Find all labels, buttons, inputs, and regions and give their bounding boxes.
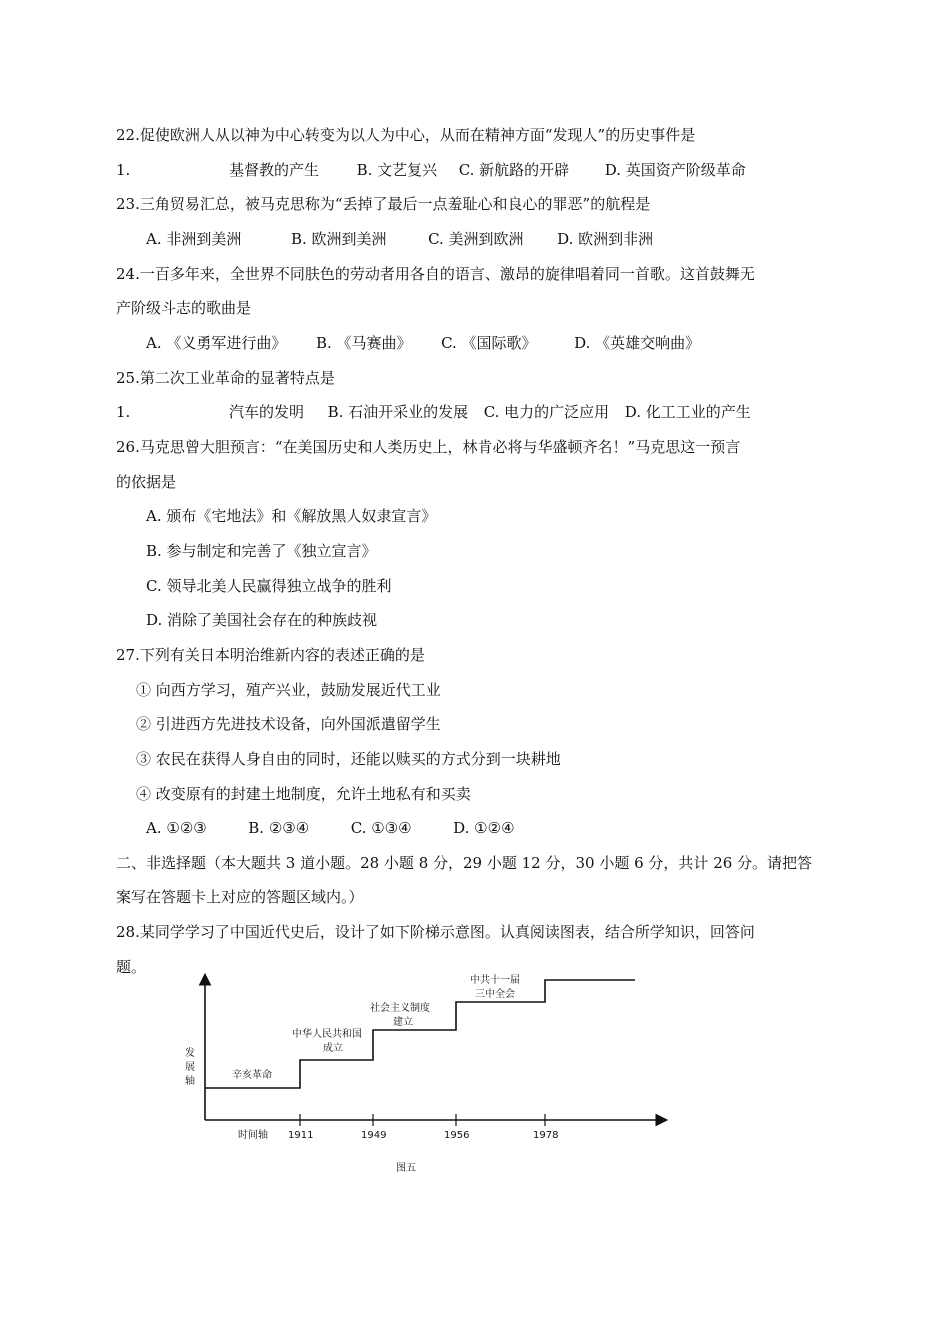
year-1949: 1949	[361, 1130, 387, 1141]
year-1911: 1911	[288, 1130, 314, 1141]
y-axis-label-char-2: 展	[185, 1062, 195, 1073]
q22-options	[116, 160, 130, 180]
q27-option-a: A. ①②③	[146, 819, 207, 837]
q25-option-b: B. 石油开采业的发展	[327, 403, 469, 421]
q27-stem: 27.下列有关日本明治维新内容的表述正确的是	[116, 646, 425, 664]
q24-stem-line2: 产阶级斗志的歌曲是	[116, 299, 252, 317]
q28-stem-line2: 题。	[116, 958, 147, 976]
q22-option-b: B. 文艺复兴	[356, 161, 438, 179]
q26-option-d: D. 消除了美国社会存在的种族歧视	[146, 611, 378, 629]
q22-option-c: C. 新航路的开辟	[458, 161, 570, 179]
y-axis-label-char-1: 发	[185, 1048, 195, 1059]
q25-option-row	[229, 402, 751, 422]
x-axis-label: 时间轴	[238, 1130, 268, 1141]
q27-option-b: B. ②③④	[248, 819, 310, 837]
q26-stem-line1: 26.马克思曾大胆预言：“在美国历史和人类历史上，林肯必将与华盛顿齐名！”马克思这一预言	[116, 438, 741, 456]
step-label-prc-line1: 中华人民共和国	[292, 1029, 362, 1040]
q27-item-1: ① 向西方学习，殖产兴业，鼓励发展近代工业	[136, 681, 441, 699]
q22-number: 1.	[116, 161, 131, 179]
q24-option-b: B. 《马赛曲》	[315, 334, 412, 352]
q24-option-row	[146, 333, 700, 353]
q23-stem: 23.三角贸易汇总，被马克思称为“丢掉了最后一点羞耻心和良心的罪恶”的航程是	[116, 195, 651, 213]
q25-stem: 25.第二次工业革命的显著特点是	[116, 369, 335, 387]
q22-option-row	[229, 160, 746, 180]
y-axis-label-char-3: 轴	[185, 1076, 195, 1087]
staircase-svg	[180, 968, 680, 1178]
q26-option-c: C. 领导北美人民赢得独立战争的胜利	[146, 577, 392, 595]
q27-option-row	[146, 818, 515, 838]
step-label-prc-line2: 成立	[323, 1043, 343, 1054]
q22-stem: 22.促使欧洲人从以神为中心转变为以人为中心，从而在精神方面“发现人”的历史事件是	[116, 126, 696, 144]
q26-stem-line2: 的依据是	[116, 473, 177, 491]
q25-option-d: D. 化工工业的产生	[624, 403, 751, 421]
q27-item-4: ④ 改变原有的封建土地制度，允许土地私有和买卖	[136, 785, 471, 803]
staircase-diagram	[180, 968, 680, 1178]
step-label-socialism-line2: 建立	[393, 1017, 413, 1028]
step-label-xinhai: 辛亥革命	[232, 1070, 272, 1081]
step-label-socialism-line1: 社会主义制度	[370, 1003, 430, 1014]
figure-caption: 图五	[396, 1163, 416, 1174]
step-label-plenum-line1: 中共十一届	[470, 975, 520, 986]
year-1978: 1978	[533, 1130, 559, 1141]
q22-option-d: D. 英国资产阶级革命	[604, 161, 746, 179]
q27-option-c: C. ①③④	[350, 819, 412, 837]
q28-stem-line1: 28.某同学学习了中国近代史后，设计了如下阶梯示意图。认真阅读图表，结合所学知识，回答问	[116, 923, 755, 941]
q22-option-a: 基督教的产生	[229, 161, 320, 179]
section2-line1: 二、非选择题（本大题共 3 道小题。28 小题 8 分，29 小题 12 分，30 小题 6 分，共计 26 分。请把答	[116, 854, 813, 872]
q23-option-b: B. 欧洲到美洲	[290, 230, 387, 248]
q26-option-a: A. 颁布《宅地法》和《解放黑人奴隶宣言》	[146, 507, 437, 525]
q23-option-row	[146, 229, 653, 249]
q25-option-c: C. 电力的广泛应用	[483, 403, 610, 421]
q24-stem-line1: 24.一百多年来，全世界不同肤色的劳动者用各自的语言、激昂的旋律唱着同一首歌。这首鼓舞无	[116, 265, 755, 283]
q23-option-c: C. 美洲到欧洲	[428, 230, 524, 248]
q25-number: 1.	[116, 403, 131, 421]
step-label-plenum-line2: 三中全会	[475, 989, 515, 1000]
q27-item-2: ② 引进西方先进技术设备，向外国派遣留学生	[136, 715, 441, 733]
section2-line2: 案写在答题卡上对应的答题区域内。）	[116, 888, 364, 906]
q25-option-a: 汽车的发明	[229, 403, 305, 421]
year-1956: 1956	[444, 1130, 470, 1141]
q27-item-3: ③ 农民在获得人身自由的同时，还能以赎买的方式分到一块耕地	[136, 750, 561, 768]
q26-option-b: B. 参与制定和完善了《独立宣言》	[146, 542, 377, 560]
q24-option-d: D. 《英雄交响曲》	[574, 334, 701, 352]
q27-option-d: D. ①②④	[453, 819, 515, 837]
q24-option-a: A. 《义勇军进行曲》	[146, 334, 287, 352]
q24-option-c: C. 《国际歌》	[441, 334, 537, 352]
q23-option-a: A. 非洲到美洲	[146, 230, 242, 248]
q23-option-d: D. 欧洲到非洲	[557, 230, 654, 248]
